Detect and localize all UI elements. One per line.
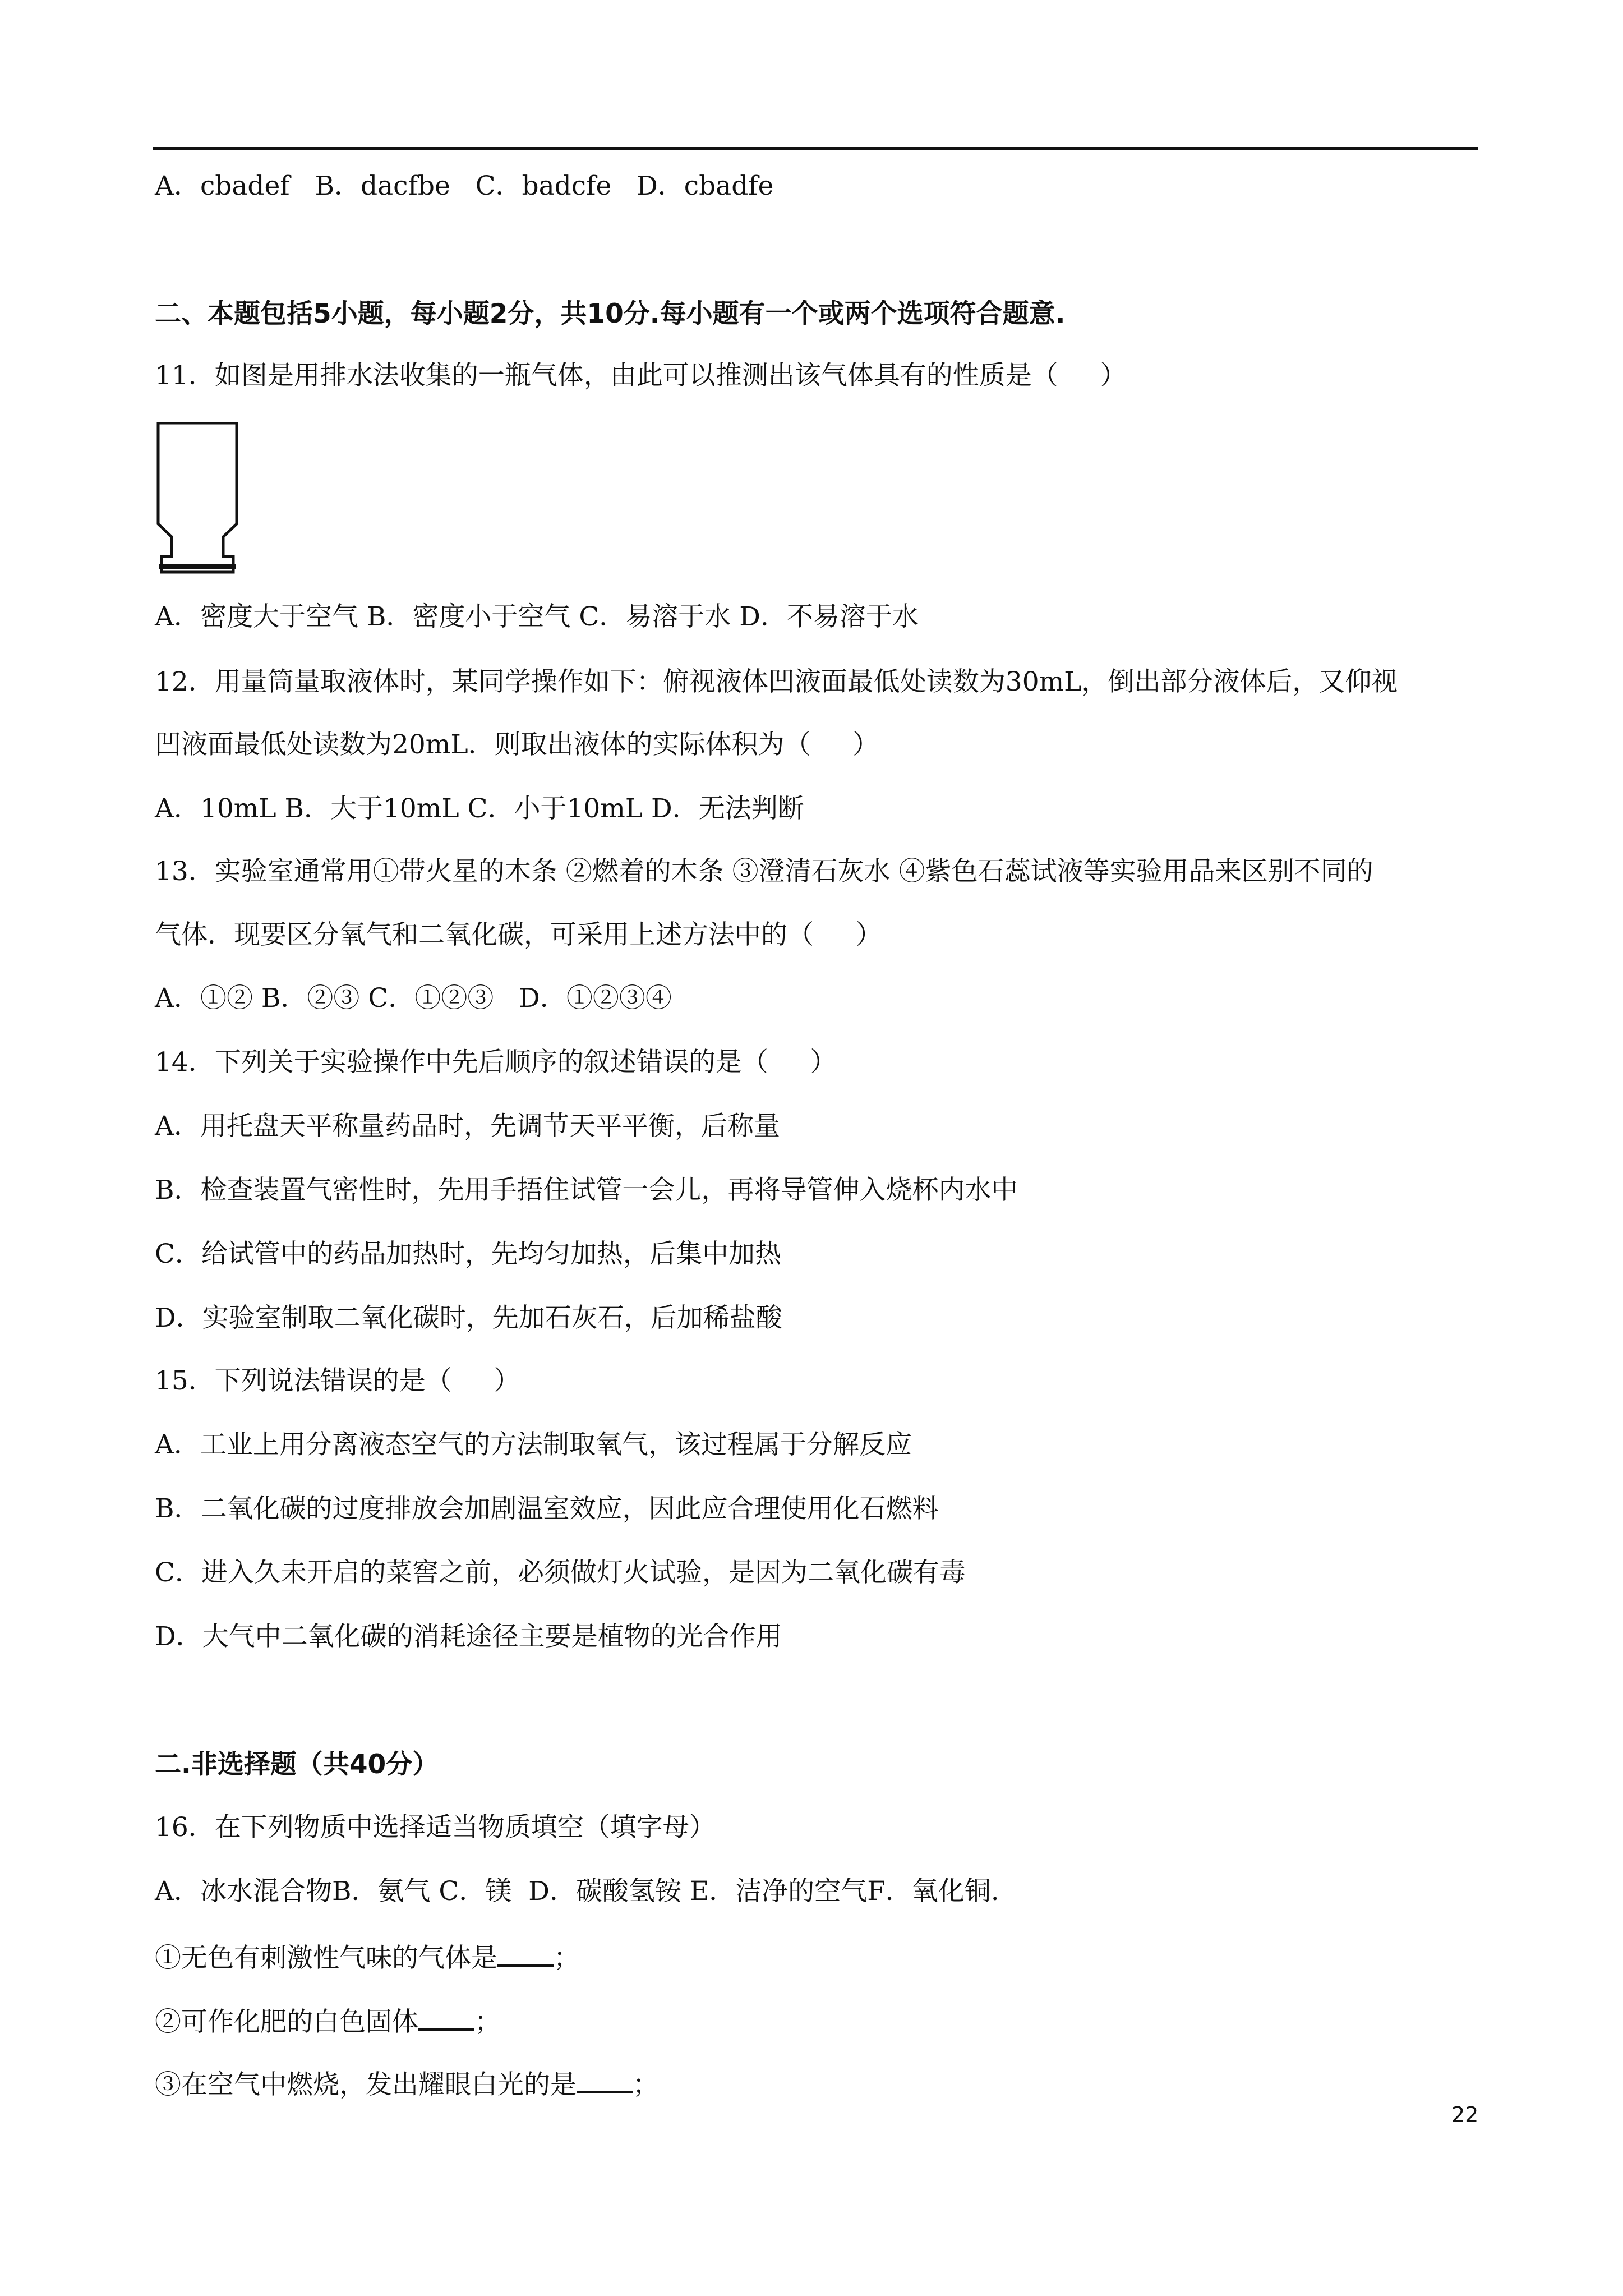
q16-blank-2-text: ②可作化肥的白色固体	[155, 2007, 418, 2037]
q15-option-d: D．大气中二氧化碳的消耗途径主要是植物的光合作用	[155, 1621, 782, 1652]
q15-option-b: B．二氧化碳的过度排放会加剧温室效应，因此应合理使用化石燃料	[155, 1493, 939, 1524]
q10-options: A．cbadef B．dacfbe C．badcfe D．cbadfe	[155, 171, 774, 201]
q14-option-d: D．实验室制取二氧化碳时，先加石灰石，后加稀盐酸	[155, 1303, 782, 1333]
q16-blank-3-end: ；	[633, 2069, 659, 2100]
q16-stem: 16．在下列物质中选择适当物质填空（填字母）	[155, 1812, 716, 1843]
q16-blank-3-text: ③在空气中燃烧，发出耀眼白光的是	[155, 2069, 577, 2100]
q12-stem-line2: 凹液面最低处读数为20mL．则取出液体的实际体积为（ ）	[155, 729, 879, 760]
q14-option-c: C．给试管中的药品加热时，先均匀加热，后集中加热	[155, 1239, 781, 1269]
answer-blank	[418, 2003, 474, 2031]
q14-option-b: B．检查装置气密性时，先用手捂住试管一会儿，再将导管伸入烧杯内水中	[155, 1175, 1018, 1205]
q16-blank-1-end: ；	[554, 1943, 580, 1973]
q14-stem: 14．下列关于实验操作中先后顺序的叙述错误的是（ ）	[155, 1047, 837, 1078]
q16-blank-3	[155, 2065, 659, 2102]
gas-bottle-inverted-icon	[155, 422, 240, 574]
q14-option-a: A．用托盘天平称量药品时，先调节天平平衡，后称量	[155, 1111, 780, 1142]
q13-options: A．①② B．②③ C．①②③ D．①②③④	[155, 983, 672, 1014]
q16-blank-1-text: ①无色有刺激性气味的气体是	[155, 1943, 497, 1973]
q13-stem-line2: 气体．现要区分氧气和二氧化碳，可采用上述方法中的（ ）	[155, 919, 882, 950]
q16-choices: A．冰水混合物B．氨气 C．镁 D．碳酸氢铵 E．洁净的空气F．氧化铜.	[155, 1876, 999, 1907]
q12-options: A．10mL B．大于10mL C．小于10mL D．无法判断	[155, 793, 804, 824]
q11-stem: 11．如图是用排水法收集的一瓶气体，由此可以推测出该气体具有的性质是（ ）	[155, 360, 1127, 391]
answer-blank	[577, 2065, 633, 2093]
section3-heading: 二.非选择题（共40分）	[155, 1749, 439, 1780]
answer-blank	[497, 1939, 554, 1967]
q11-options: A．密度大于空气 B．密度小于空气 C．易溶于水 D．不易溶于水	[155, 601, 919, 632]
q15-stem: 15．下列说法错误的是（ ）	[155, 1365, 520, 1396]
section2-heading: 二、本题包括5小题，每小题2分，共10分.每小题有一个或两个选项符合题意.	[155, 298, 1066, 329]
q16-blank-2	[155, 2003, 501, 2039]
q15-option-c: C．进入久未开启的菜窖之前，必须做灯火试验，是因为二氧化碳有毒	[155, 1557, 966, 1588]
q16-blank-1	[155, 1939, 580, 1975]
header-rule	[153, 147, 1478, 150]
q13-stem-line1: 13．实验室通常用①带火星的木条 ②燃着的木条 ③澄清石灰水 ④紫色石蕊试液等实验用品来区别不同的	[155, 856, 1373, 887]
q16-blank-2-end: ；	[474, 2007, 501, 2037]
page-number: 22	[1451, 2102, 1479, 2127]
q15-option-a: A．工业上用分离液态空气的方法制取氧气，该过程属于分解反应	[155, 1429, 912, 1460]
q12-stem-line1: 12．用量筒量取液体时，某同学操作如下：俯视液体凹液面最低处读数为30mL，倒出部分液体后，又仰视	[155, 666, 1398, 697]
